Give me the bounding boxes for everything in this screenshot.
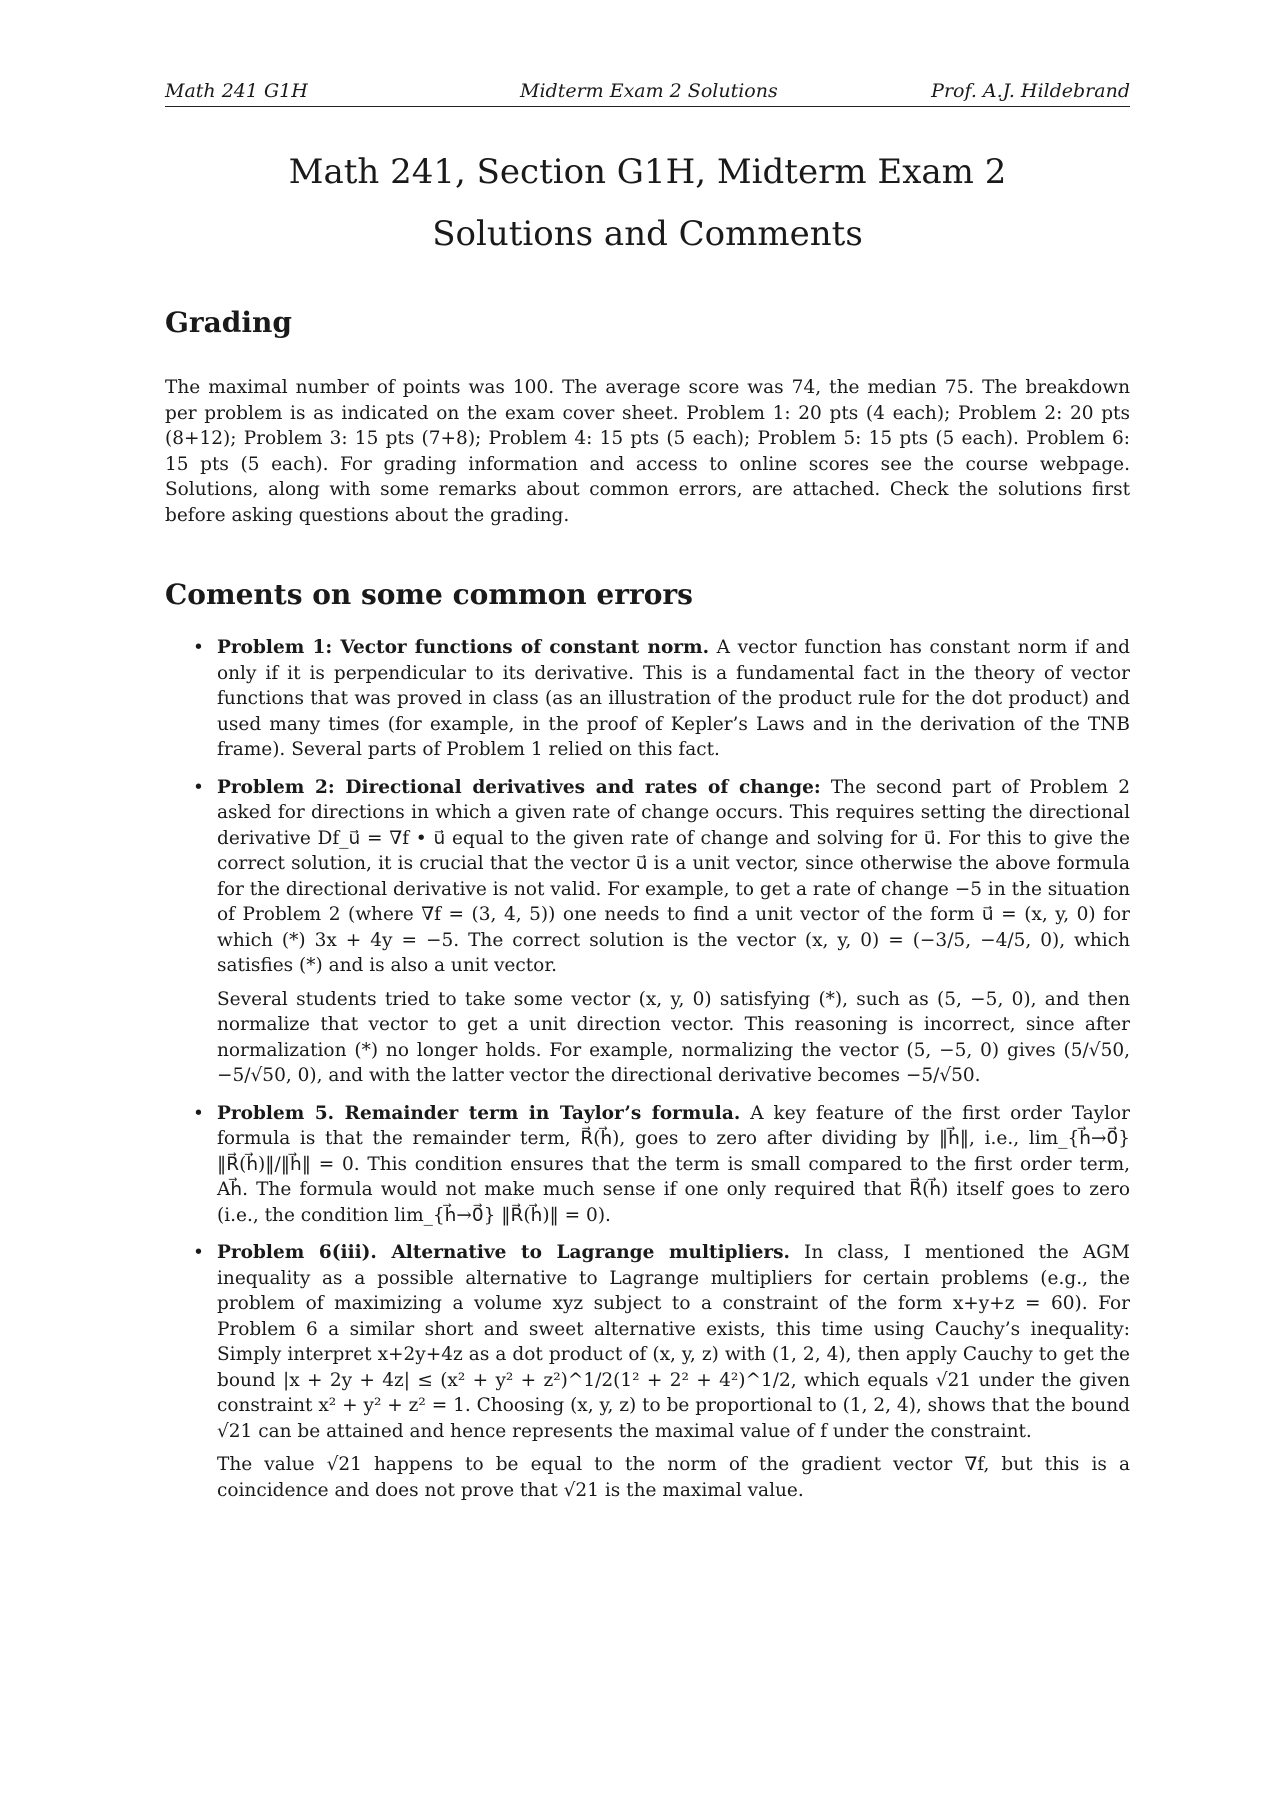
- item-paragraph: Several students tried to take some vector (x, y, 0) satisfying (*), such as (5, −5, 0), and then normalize that vector to get a unit direction vector. This reasoning is incorrect, since after normalization (*) no longer holds. For example, normalizing the vector (5, −5, 0) gives (5/√50, −5/√50, 0), and with the latter vector the directional derivative becomes −5/√50.: [217, 988, 1130, 1086]
- item-text: A vector function has constant norm if and only if it is perpendicular to its derivative. This is a fundamental fact in the theory of vector functions that was proved in class (as an illustration of the product rule for the dot product) and used many times (for example, in the proof of Kepler’s Laws and in the derivation of the TNB frame). Several parts of Problem 1 relied on this fact.: [217, 637, 1130, 760]
- item-paragraph: [217, 635, 1130, 763]
- header-right: Prof. A.J. Hildebrand: [931, 80, 1130, 102]
- item-text: A key feature of the first order Taylor formula is that the remainder term, R⃗(h⃗), goes to zero after dividing by ‖h⃗‖, i.e., lim_{h⃗→0⃗} ‖R⃗(h⃗)‖/‖h⃗‖ = 0. This condition ensures that the term is small compared to the first order term, Ah⃗. The formula would not make much sense if one only required that R⃗(h⃗) itself goes to zero (i.e., the condition lim_{h⃗→0⃗} ‖R⃗(h⃗)‖ = 0).: [217, 1102, 1130, 1226]
- item-text: The second part of Problem 2 asked for directions in which a given rate of change occurs. This requires setting the directional derivative Df_u⃗ = ∇f • u⃗ equal to the given rate of change and solving for u⃗. For this to give the correct solution, it is crucial that the vector u⃗ is a unit vector, since otherwise the above formula for the directional derivative is not valid. For example, to get a rate of change −5 in the situation of Problem 2 (where ∇f = (3, 4, 5)) one needs to find a unit vector of the form u⃗ = (x, y, 0) for which (*) 3x + 4y = −5. The correct solution is the vector (x, y, 0) = (−3/5, −4/5, 0), which satisfies (*) and is also a unit vector.: [217, 776, 1130, 976]
- item-title: Problem 2: Directional derivatives and rates of change:: [217, 776, 821, 798]
- section-heading-grading: Grading: [165, 306, 292, 339]
- document-subtitle: Solutions and Comments: [432, 214, 863, 254]
- item-paragraph: The value √21 happens to be equal to the norm of the gradient vector ∇f, but this is a coincidence and does not prove that √21 is the maximal value.: [217, 1454, 1130, 1501]
- list-item: [165, 635, 1130, 763]
- grading-paragraph: The maximal number of points was 100. The average score was 74, the median 75. The breakdown per problem is as indicated on the exam cover sheet. Problem 1: 20 pts (4 each); Problem 2: 20 pts (8+12); Problem 3: 15 pts (7+8); Problem 4: 15 pts (5 each); Problem 5: 15 pts (5 each). Problem 6: 15 pts (5 each). For grading information and access to online scores see the course webpage. Solutions, along with some remarks about common errors, are attached. Check the solutions first before asking questions about the grading.: [165, 377, 1130, 526]
- errors-list: [165, 635, 1130, 1515]
- list-item: [165, 1240, 1130, 1503]
- item-paragraph: [217, 1101, 1130, 1229]
- list-item: [165, 775, 1130, 1089]
- item-title: Problem 1: Vector functions of constant norm.: [217, 637, 710, 658]
- item-title: Problem 5. Remainder term in Taylor’s formula.: [217, 1102, 741, 1124]
- item-paragraph: [217, 1240, 1130, 1444]
- list-item: [165, 1101, 1130, 1229]
- header-left: Math 241 G1H: [165, 80, 308, 102]
- bullet-icon: •: [193, 637, 204, 658]
- item-text: In class, I mentioned the AGM inequality as a possible alternative to Lagrange multipliers for certain problems (e.g., the problem of maximizing a volume xyz subject to a constraint of the form x+y+z = 60). For Problem 6 a similar short and sweet alternative exists, this time using Cauchy’s inequality: Simply interpret x+2y+4z as a dot product of (x, y, z) with (1, 2, 4), then apply Cauchy to get the bound |x + 2y + 4z| ≤ (x² + y² + z²)^1/2(1² + 2² + 4²)^1/2, which equals √21 under the given constraint x² + y² + z² = 1. Choosing (x, y, z) to be proportional to (1, 2, 4), shows that the bound √21 can be attained and hence represents the maximal value of f under the constraint.: [217, 1242, 1130, 1442]
- header-center: Midterm Exam 2 Solutions: [520, 80, 778, 102]
- bullet-icon: •: [193, 776, 204, 798]
- item-paragraph: [217, 775, 1130, 979]
- item-title: Problem 6(iii). Alternative to Lagrange multipliers.: [217, 1242, 790, 1263]
- running-header: [165, 78, 1130, 107]
- document-title: Math 241, Section G1H, Midterm Exam 2: [288, 152, 1007, 192]
- bullet-icon: •: [193, 1242, 204, 1263]
- bullet-icon: •: [193, 1102, 204, 1124]
- section-heading-errors: Coments on some common errors: [165, 578, 693, 611]
